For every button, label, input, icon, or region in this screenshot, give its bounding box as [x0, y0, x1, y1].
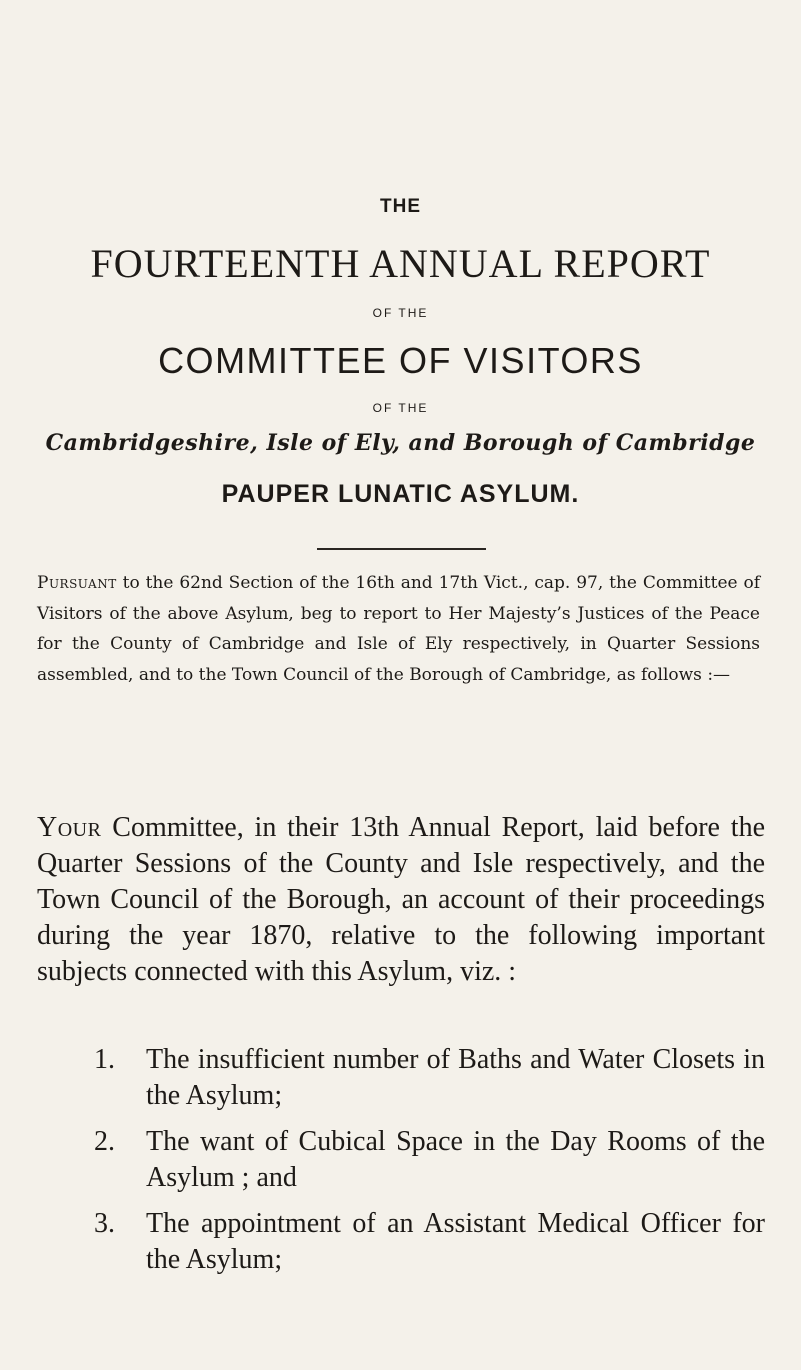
body-paragraph [37, 810, 765, 990]
county-line: Cambridgeshire, Isle of Ely, and Borough of Cambridge [45, 430, 756, 456]
body-text: Committee, in their 13th Annual Report, laid before the Quarter Sessions of the County and Isle respectively, and the Town Council of the Borough, an account of their proceedings during the year 1870, relative to the following important subjects connected with this Asylum, viz. : [37, 812, 765, 987]
list-item [37, 1124, 765, 1196]
list-item-number: 3. [94, 1208, 115, 1239]
committee-title: COMMITTEE OF VISITORS [158, 340, 643, 381]
list-item-number: 2. [94, 1126, 115, 1157]
of-the-line-1: OF THE [372, 306, 429, 320]
subjects-list [37, 1042, 765, 1288]
list-item-text: The insufficient number of Baths and Water Closets in the Asylum; [146, 1044, 765, 1111]
list-item-text: The want of Cubical Space in the Day Rooms of the Asylum ; and [146, 1126, 765, 1193]
of-the-line-2: OF THE [372, 401, 429, 415]
intro-paragraph [37, 568, 760, 690]
divider-rule [317, 548, 486, 550]
intro-text: to the 62nd Section of the 16th and 17th Vict., cap. 97, the Committee of Visitors of the above Asylum, beg to report to Her Majesty’s Justices of the Peace for the County of Cambridge and Isle of Ely respectively, in Quarter Sessions assembled, and to the Town Council of the Borough of Cambridge, as follows :— [37, 573, 760, 685]
asylum-title: PAUPER LUNATIC ASYLUM. [221, 480, 580, 508]
report-title: FOURTEENTH ANNUAL REPORT [90, 241, 711, 286]
list-item [37, 1042, 765, 1114]
body-lead-word: Your [37, 812, 102, 843]
list-item-number: 1. [94, 1044, 115, 1075]
list-item-text: The appointment of an Assistant Medical Officer for the Asylum; [146, 1208, 765, 1275]
intro-lead-word: Pursuant [37, 573, 117, 593]
title-the: THE [380, 196, 421, 217]
list-item [37, 1206, 765, 1278]
